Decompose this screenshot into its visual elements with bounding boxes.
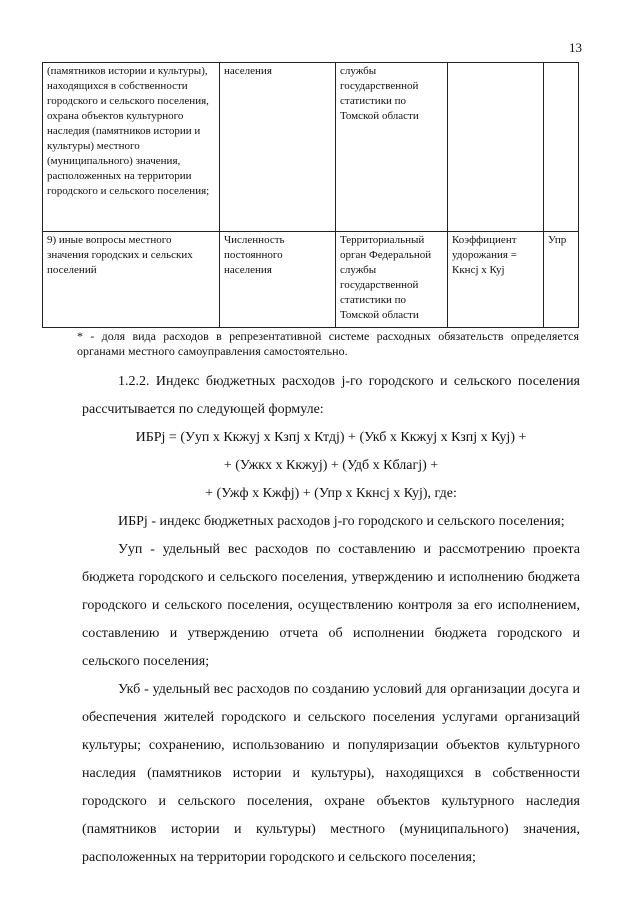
table-cell xyxy=(544,63,579,232)
document-body xyxy=(82,368,580,872)
table-cell: Упр xyxy=(544,232,579,328)
footnote: * - доля вида расходов в репрезентативной системе расходных обязательств определяется органами местного самоуправления самостоятельно. xyxy=(77,329,579,358)
definition-paragraph: ИБРj - индекс бюджетных расходов j-го городского и сельского поселения; xyxy=(118,514,565,529)
section-intro: 1.2.2. Индекс бюджетных расходов j-го городского и сельского поселения рассчитывается по следующей формуле: xyxy=(82,374,580,417)
formula xyxy=(82,424,580,508)
table-cell: Численность постоянного населения xyxy=(220,232,336,328)
definition-paragraph: Укб - удельный вес расходов по созданию условий для организации досуга и обеспечения жителей городского и сельского поселения услугами организаций культуры; сохранению, использованию и популяризации объектов культурного наследия (памятников истории и культуры), находящихся в собственности городского и сельского поселения, охране объектов культурного наследия (памятников истории и культуры) местного (муниципального) значения, расположенных на территории городского и сельского поселения; xyxy=(82,682,580,865)
table-row xyxy=(43,63,579,232)
table-row xyxy=(43,232,579,328)
table-cell xyxy=(448,63,544,232)
definition-paragraph: Ууп - удельный вес расходов по составлению и рассмотрению проекта бюджета городского и сельского поселения, утверждению и исполнению бюджета городского и сельского поселения, осуществлению контроля за его исполнением, составлению и утверждению отчета об исполнении бюджета городского и сельского поселения; xyxy=(82,542,580,669)
page-number: 13 xyxy=(569,40,582,55)
table-cell: населения xyxy=(220,63,336,232)
formula-line: + (Ужф x Кжфj) + (Упр x Ккнсj x Куj), где: xyxy=(205,486,457,501)
formula-line: ИБРj = (Ууп x Ккжуj x Кзпj x Ктдj) + (Укб x Ккжуj x Кзпj x Куj) + xyxy=(135,430,527,445)
table-cell: (памятников истории и культуры), находящихся в собственности городского и сельского поселения, охрана объектов культурного наследия (памятников истории и культуры) местного (муниципального) значения, расположенных на территории городского и сельского поселения; xyxy=(43,63,220,232)
table-cell: Коэффициент удорожания = Ккнсj x Куj xyxy=(448,232,544,328)
table-cell: Территориальный орган Федеральной службы государственной статистики по Томской области xyxy=(336,232,448,328)
formula-line: + (Ужкх x Ккжуj) + (Удб x Кблагj) + xyxy=(223,458,439,473)
budget-table xyxy=(42,62,579,328)
table-cell: 9) иные вопросы местного значения городских и сельских поселений xyxy=(43,232,220,328)
table-cell: службы государственной статистики по Томской области xyxy=(336,63,448,232)
